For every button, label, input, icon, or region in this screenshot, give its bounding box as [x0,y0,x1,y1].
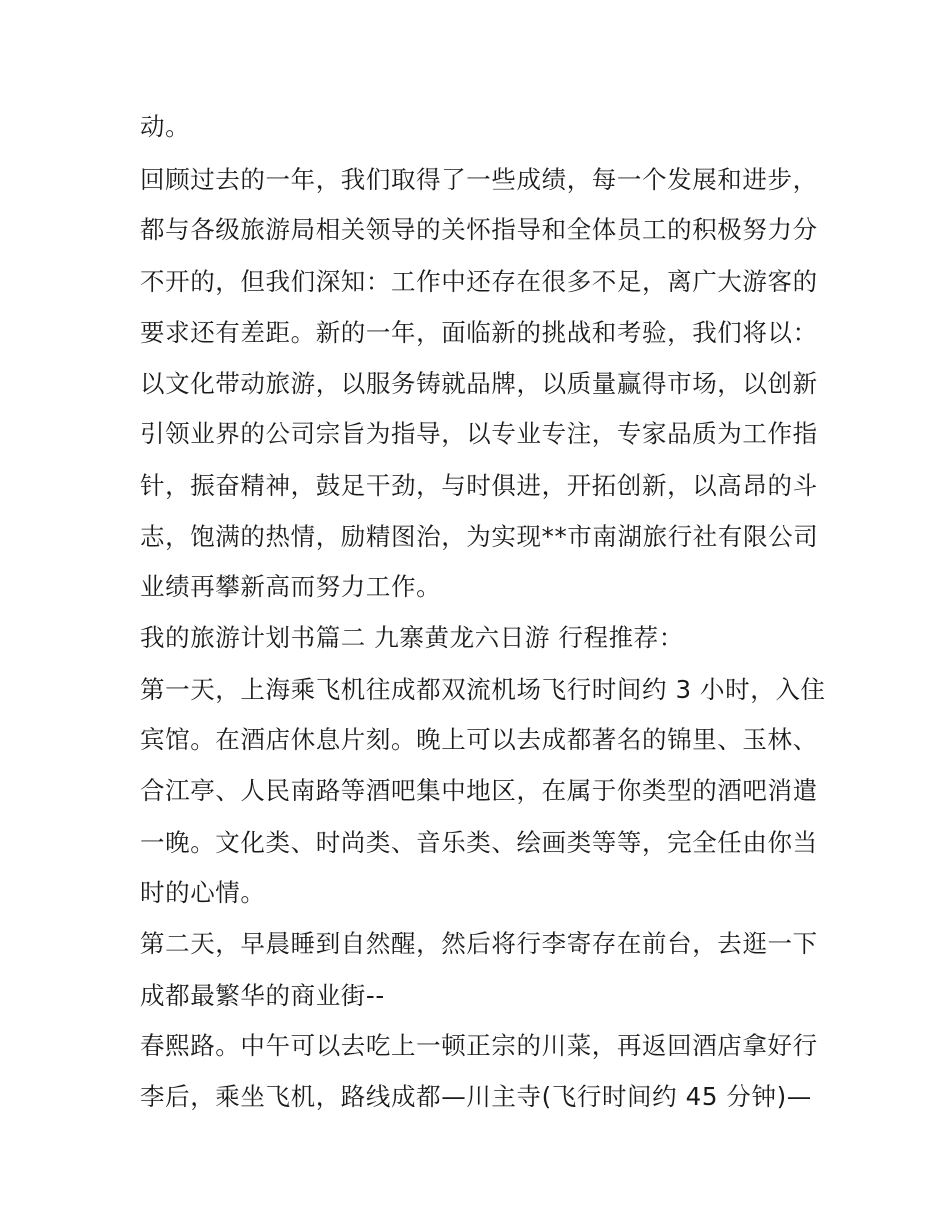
text-line: 第二天，早晨睡到自然醒，然后将行李寄存在前台，去逛一下 [140,929,818,958]
text-line: 针，振奋精神，鼓足干劲，与时俱进，开拓创新，以高昂的斗 [140,471,818,500]
text-line: 动。 [140,112,191,141]
text-line: 时的心情。 [140,878,266,907]
section-heading: 我的旅游计划书篇二 九寨黄龙六日游 行程推荐： [140,623,684,652]
text-line: 志，饱满的热情，励精图治，为实现**市南湖旅行社有限公司 [140,522,819,551]
text-line: 一晚。文化类、时尚类、音乐类、绘画类等等，完全任由你当 [140,828,818,857]
text-line: 引领业界的公司宗旨为指导，以专业专注，专家品质为工作指 [140,419,818,448]
text-line: 要求还有差距。新的一年，面临新的挑战和考验，我们将以： [140,318,818,347]
text-line: 不开的，但我们深知：工作中还存在很多不足，离广大游客的 [140,267,818,296]
text-line: 业绩再攀新高而努力工作。 [140,572,442,601]
text-line: 合江亭、人民南路等酒吧集中地区，在属于你类型的酒吧消遣 [140,776,818,805]
text-line: 都与各级旅游局相关领导的关怀指导和全体员工的积极努力分 [140,215,818,244]
text-line: 李后，乘坐飞机，路线成都—川主寺(飞行时间约 45 分钟)— [140,1082,812,1111]
text-line: 成都最繁华的商业街-- [140,981,385,1010]
text-line: 宾馆。在酒店休息片刻。晚上可以去成都著名的锦里、玉林、 [140,725,818,754]
text-line: 回顾过去的一年，我们取得了一些成绩，每一个发展和进步， [140,165,818,194]
text-line: 以文化带动旅游，以服务铸就品牌，以质量赢得市场，以创新 [140,369,818,398]
text-line: 第一天，上海乘飞机往成都双流机场飞行时间约 3 小时，入住 [140,675,826,704]
text-line: 春熙路。中午可以去吃上一顿正宗的川菜，再返回酒店拿好行 [140,1031,818,1060]
